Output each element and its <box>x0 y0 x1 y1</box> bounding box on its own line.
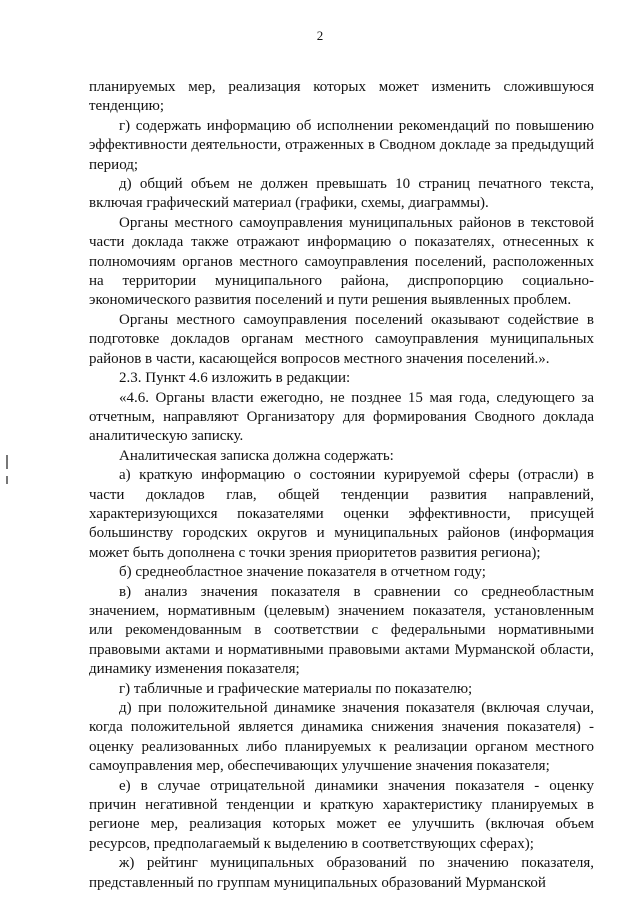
paragraph: в) анализ значения показателя в сравнении со среднеобластным значением, нормативным (целевым) значением показателя, установленным или рекомендованным в соответствии с федеральными нормативными правовыми актами и нормативными правовыми актами Мурманской области, динамику изменения показателя; <box>89 583 594 678</box>
paragraph: 2.3. Пункт 4.6 изложить в редакции: <box>119 370 351 387</box>
paragraph: Аналитическая записка должна содержать: <box>119 447 394 464</box>
paragraph: планируемых мер, реализация которых может изменить сложившуюся тенденцию; <box>89 79 594 115</box>
paragraph: Органы местного самоуправления муниципальных районов в текстовой части доклада также отражают информацию о показателях, отнесенных к полномочиям органов местного самоуправления поселений, расположенных на территории муниципального района, диспропорцию социально-экономического развития поселений и пути решения выявленных проблем. <box>89 214 594 309</box>
paragraph: «4.6. Органы власти ежегодно, не позднее 15 мая года, следующего за отчетным, направляют Организатору для формирования Сводного доклада аналитическую записку. <box>89 389 594 445</box>
page-number: 2 <box>316 28 324 43</box>
paragraph: ж) рейтинг муниципальных образований по значению показателя, представленный по группам муниципальных образований Мурманской <box>89 855 594 891</box>
paragraph: д) общий объем не должен превышать 10 страниц печатного текста, включая графический материал (графики, схемы, диаграммы). <box>89 176 594 212</box>
paragraph: б) среднеобластное значение показателя в отчетном году; <box>119 564 486 581</box>
paragraph: Органы местного самоуправления поселений оказывают содействие в подготовке докладов органам местного самоуправления муниципальных районов в части, касающейся вопросов местного значения поселений.». <box>89 311 594 367</box>
paragraph: д) при положительной динамике значения показателя (включая случаи, когда положительной является динамика снижения значения показателя) - оценку реализованных либо планируемых к реализации органом местного самоуправления мер, обеспечивающих улучшение значения показателя; <box>89 700 594 775</box>
scan-margin-mark <box>6 455 8 469</box>
paragraph: е) в случае отрицательной динамики значения показателя - оценку причин негативной тенденции и краткую характеристику планируемых в регионе мер, реализация которых может ее улучшить (включая объем ресурсов, предполагаемый к выделению в соответствующих сферах); <box>89 777 594 852</box>
paragraph: а) краткую информацию о состоянии курируемой сферы (отрасли) в части докладов глав, общей тенденции развития направлений, характеризующихся показателями оценки эффективности, присущей большинству городских округов и муниципальных районов (информация может быть дополнена с точки зрения приоритетов развития региона); <box>89 467 594 561</box>
paragraph: г) табличные и графические материалы по показателю; <box>119 680 473 697</box>
paragraph: г) содержать информацию об исполнении рекомендаций по повышению эффективности деятельности, отраженных в Сводном докладе за предыдущий период; <box>89 117 594 173</box>
document-body <box>89 78 594 893</box>
scan-margin-mark <box>6 476 8 484</box>
